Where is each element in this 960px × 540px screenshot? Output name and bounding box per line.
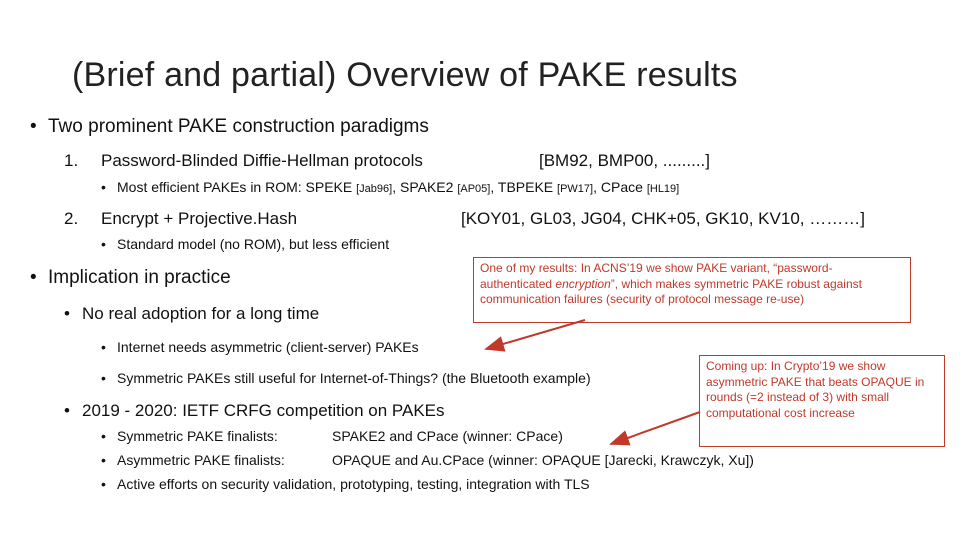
bullet-text: No real adoption for a long time: [82, 304, 320, 323]
citation: [AP05]: [457, 183, 491, 195]
bullet-text: Implication in practice: [48, 267, 231, 288]
item2-refs: [KOY01, GL03, JG04, CHK+05, GK10, KV10, ………]: [461, 209, 865, 228]
bullet-icon: •: [30, 267, 37, 288]
bullet-icon: •: [101, 179, 106, 195]
finalists-label: Symmetric PAKE finalists:: [117, 428, 278, 444]
item2-number: 2.: [64, 209, 79, 228]
asym-finalists-value: OPAQUE and Au.CPace (winner: OPAQUE [Jarecki, Krawczyk, Xu]): [332, 452, 754, 468]
sub-text: , TBPEKE: [490, 179, 558, 195]
finalists-label: Asymmetric PAKE finalists:: [117, 452, 285, 468]
item1-label: Password-Blinded Diffie-Hellman protocols: [101, 151, 423, 170]
callout-crypto: Coming up: In Crypto’19 we show asymmetric PAKE that beats OPAQUE in rounds (=2 instead of 3) with small computational cost increase: [699, 355, 945, 447]
citation: [PW17]: [557, 183, 594, 195]
bullet-icon: •: [64, 401, 70, 420]
bullet-icon: •: [101, 476, 106, 492]
citation: [HL19]: [646, 183, 680, 195]
sub-text: Most efficient PAKEs in ROM: SPEKE: [117, 179, 357, 195]
bullet-text: Internet needs asymmetric (client-server) PAKEs: [117, 339, 419, 355]
bullet-text: Active efforts on security validation, prototyping, testing, integration with TLS: [117, 476, 590, 492]
arrow-to-internet-needs: [486, 320, 585, 349]
bullet-text: Symmetric PAKEs still useful for Internet-of-Things? (the Bluetooth example): [117, 370, 591, 386]
callout-emphasis: encryption: [555, 276, 611, 291]
bullet-icon: •: [101, 428, 106, 444]
item1-number: 1.: [64, 151, 79, 170]
sym-finalists-value: SPAKE2 and CPace (winner: CPace): [332, 428, 563, 444]
bullet-icon: •: [30, 116, 37, 137]
bullet-icon: •: [101, 370, 106, 386]
sub-text: , CPace: [593, 179, 647, 195]
sub-text: , SPAKE2: [392, 179, 458, 195]
bullet-icon: •: [64, 304, 70, 323]
callout-text: One of my results: In ACNS’19 we show PAKE variant, “password-authenticated: [480, 261, 833, 291]
citation: [Jab96]: [356, 183, 393, 195]
callout-text: ”, which makes symmetric PAKE robust against communication failures (security of protocol message re-use): [480, 276, 862, 306]
page-title: (Brief and partial) Overview of PAKE results: [72, 56, 738, 94]
bullet-icon: •: [101, 236, 106, 252]
bullet-icon: •: [101, 339, 106, 355]
arrow-to-sym-finalists: [611, 412, 700, 444]
sub-text: Standard model (no ROM), but less efficient: [117, 236, 390, 252]
bullet-text: Two prominent PAKE construction paradigms: [48, 116, 429, 137]
bullet-icon: •: [101, 452, 106, 468]
item2-label: Encrypt + Projective.Hash: [101, 209, 298, 228]
item1-refs: [BM92, BMP00, .........]: [539, 151, 711, 170]
bullet-text: 2019 - 2020: IETF CRFG competition on PAKEs: [82, 401, 445, 420]
